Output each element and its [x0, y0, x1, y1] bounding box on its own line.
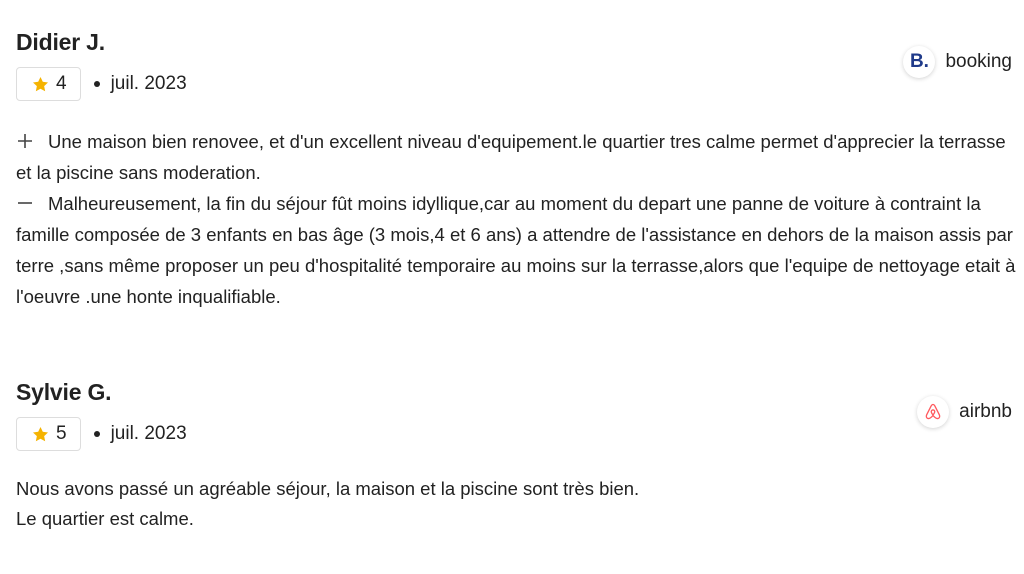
review-body [16, 474, 1016, 533]
reviewer-name: Didier J. [16, 29, 105, 55]
separator-dot [94, 431, 100, 437]
review-negative [16, 188, 1016, 312]
airbnb-icon [923, 402, 943, 422]
separator-dot [94, 81, 100, 87]
review-body [16, 126, 1016, 312]
rating-value: 5 [56, 423, 67, 444]
review-text-line: Nous avons passé un agréable séjour, la maison et la piscine sont très bien. [16, 478, 640, 499]
review-date: juil. 2023 [110, 73, 187, 94]
review-date: juil. 2023 [110, 423, 187, 444]
review-positive [16, 126, 1016, 188]
review-source [903, 46, 1012, 78]
minus-icon [16, 194, 34, 212]
negative-text: Malheureusement, la fin du séjour fût moins idyllique,car au moment du depart une panne de voiture à contraint la famille composée de 3 enfants en bas âge (3 mois,4 et 6 ans) a attendre de l'assistance en dehors de la maison assis par terre ,sans même proposer un peu d'hospitalité temporaire au moins sur la terrasse,alors que l'equipe de nettoyage etait à l'oeuvre .une honte inqualifiable. [16, 193, 1016, 307]
star-icon [31, 75, 50, 94]
rating-badge [16, 67, 81, 101]
review-source [917, 396, 1012, 428]
rating-value: 4 [56, 73, 67, 94]
star-icon [31, 425, 50, 444]
positive-text: Une maison bien renovee, et d'un excellent niveau d'equipement.le quartier tres calme permet d'apprecier la terrasse et la piscine sans moderation. [16, 131, 1006, 183]
plus-icon [16, 132, 34, 150]
source-name: booking [945, 51, 1012, 72]
reviewer-name: Sylvie G. [16, 379, 112, 405]
source-name: airbnb [959, 401, 1012, 422]
review-text-line: Le quartier est calme. [16, 507, 194, 529]
review-meta [16, 416, 1008, 452]
booking-logo-icon: B. [903, 46, 935, 78]
review-meta [16, 66, 1008, 102]
rating-badge [16, 417, 81, 451]
review-card [0, 326, 1024, 533]
airbnb-logo-icon [917, 396, 949, 428]
